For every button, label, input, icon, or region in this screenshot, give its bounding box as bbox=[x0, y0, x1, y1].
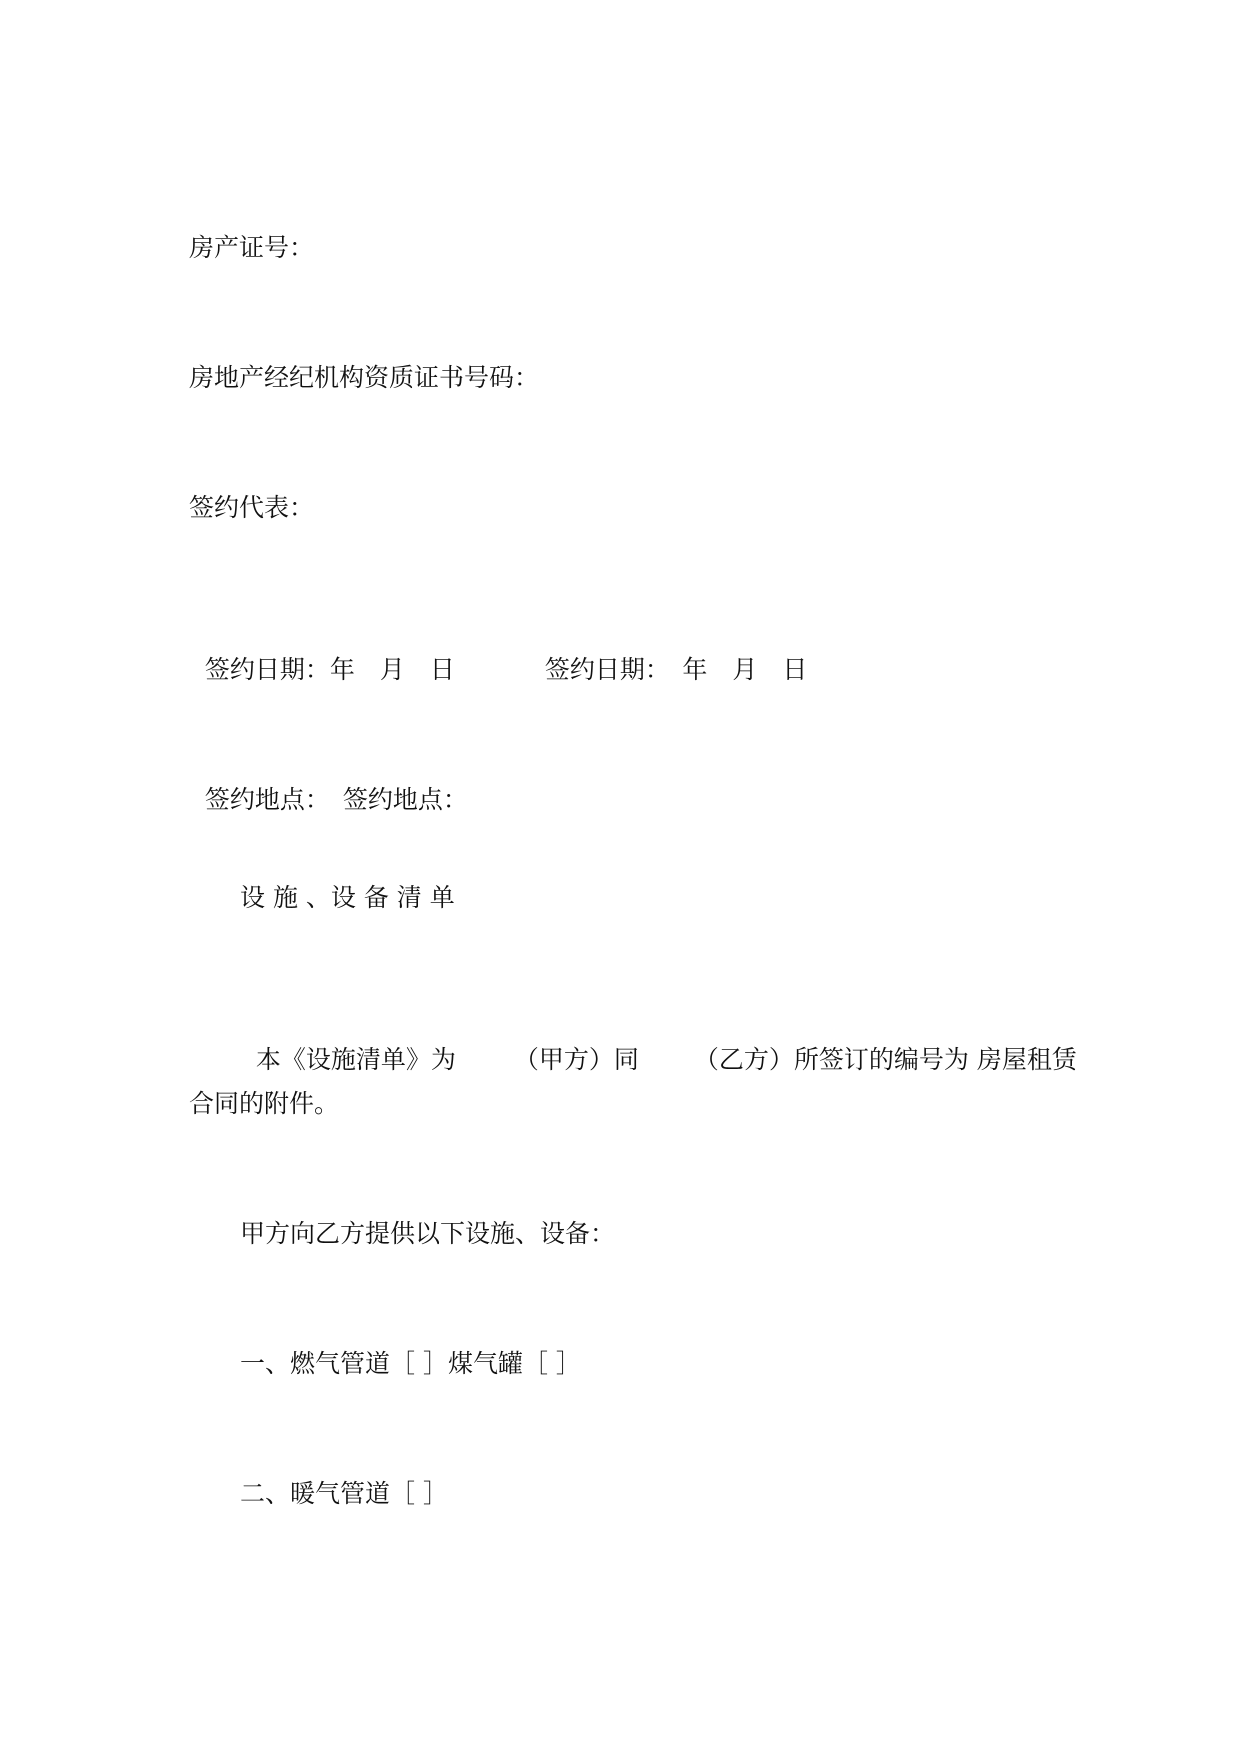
signing-date-left: 签约日期：年 月 日 bbox=[204, 655, 455, 684]
provide-statement: 甲方向乙方提供以下设施、设备： bbox=[240, 1219, 616, 1248]
signing-place-left: 签约地点： bbox=[204, 785, 330, 814]
signing-rep-label: 签约代表： bbox=[189, 493, 315, 522]
agency-cert-label: 房地产经纪机构资质证书号码： bbox=[189, 363, 540, 392]
signing-date-row bbox=[189, 622, 807, 686]
intro-part-b: （甲方）同 bbox=[513, 1045, 639, 1074]
intro-line-2: 合同的附件。 bbox=[189, 1089, 340, 1118]
intro-line-1 bbox=[240, 1012, 1077, 1076]
property-cert-label: 房产证号： bbox=[189, 233, 315, 262]
signing-place-row bbox=[189, 752, 468, 816]
item-gas-pipeline: 一、燃气管道［ ］煤气罐［ ］ bbox=[240, 1349, 581, 1378]
intro-part-c: （乙方）所签订的编号为 房屋租赁 bbox=[693, 1045, 1077, 1074]
signing-date-right: 签约日期： 年 月 日 bbox=[544, 655, 808, 684]
intro-part-a: 本《设施清单》为 bbox=[255, 1045, 456, 1074]
section-title: 设 施 、设 备 清 单 bbox=[240, 883, 455, 912]
signing-place-right: 签约地点： bbox=[342, 785, 468, 814]
item-heating-pipeline: 二、暖气管道［ ］ bbox=[240, 1479, 448, 1508]
